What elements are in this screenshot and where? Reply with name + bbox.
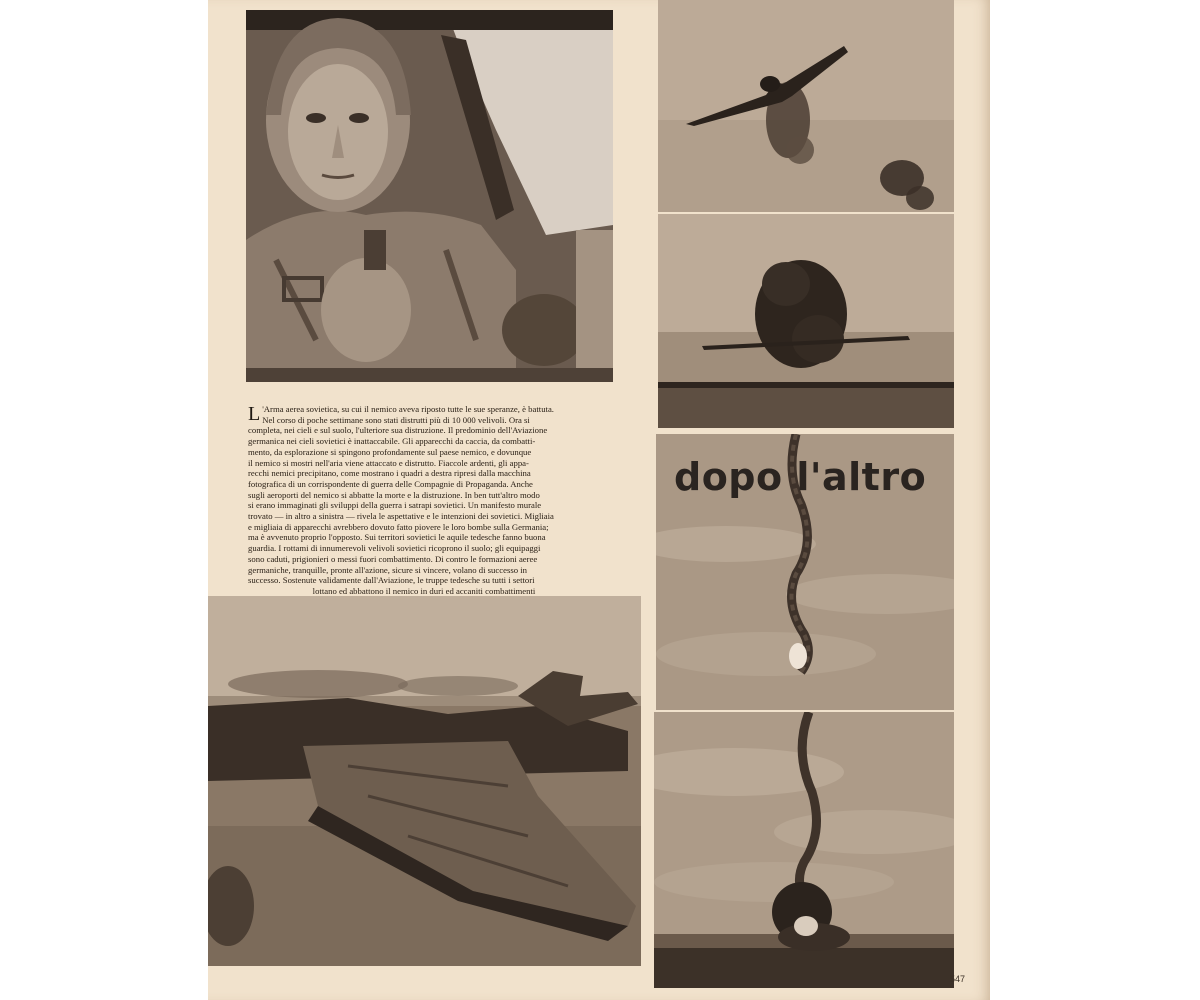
article-line: sugli aeroporti del nemico si abbatte la morte e la distruzione. In ben tutt'altro modo <box>248 489 540 500</box>
aircraft-wreckage-illustration <box>208 596 641 966</box>
article-line: completa, nei cieli e sul suolo, l'ulteriore sua distruzione. Il predominio dell'Aviazione <box>248 425 548 436</box>
article-line: il nemico si mostri nell'aria viene attaccato e distrutto. Fiaccole ardenti, gli appa- <box>248 457 529 468</box>
article-line: recchi nemici precipitano, come mostrano i quadri a destra ripresi dalla macchina <box>248 468 531 479</box>
plane-crash-smoke-photo <box>654 712 954 988</box>
plane-exploding-photo <box>658 214 954 428</box>
plane-exploding-illustration <box>658 214 954 428</box>
plane-diving-photo <box>658 0 954 212</box>
article-line: germaniche, tranquille, pronte all'azione, sicure si vincere, volano di successo in <box>248 564 527 575</box>
article-line: trovato — in altro a sinistra — rivela le aspettative e le intenzioni dei sovietici. Migliaia <box>248 511 554 522</box>
magazine-page <box>208 0 990 1000</box>
article-dropcap: L <box>248 403 261 425</box>
article-line: mento, da esplorazione si spingono profondamente sul paese nemico, e dovunque <box>248 446 532 457</box>
article-text <box>248 404 600 597</box>
article-line: lottano ed abbattono il nemico in duri ed accaniti combattimenti <box>312 585 536 596</box>
article-line: sono caduti, prigionieri o messi fuori combattimento. Di contro le formazioni aeree <box>248 553 538 564</box>
article-line: germanica nei cieli sovietici è inattaccabile. Gli apparecchi da caccia, da combatti- <box>248 436 536 447</box>
article-line: ma è avvenuto proprio l'opposto. Sui territori sovietici le aquile tedesche fanno buona <box>248 532 546 543</box>
pilot-cockpit-illustration <box>246 10 613 382</box>
plane-crash-smoke-illustration <box>654 712 954 988</box>
page-number: 547 <box>950 974 966 984</box>
article-line: e migliaia di apparecchi avrebbero dovuto fatto piovere le loro bombe sulla Germania; <box>248 521 549 532</box>
article-line: 'Arma aerea sovietica, su cui il nemico aveva riposto tutte le sue speranze, è battuta. <box>262 404 554 414</box>
aircraft-wreckage-photo <box>208 596 641 966</box>
article-line: Nel corso di poche settimane sono stati distrutti più di 10 000 velivoli. Ora si <box>262 414 530 425</box>
headline-dopo-l-altro: dopo l'altro <box>674 455 927 499</box>
article-line: si erano immaginati gli sviluppi della guerra i satrapi sovietici. Un manifesto murale <box>248 500 542 511</box>
article-line: fotografica di un corrispondente di guerra delle Compagnie di Propaganda. Anche <box>248 478 533 489</box>
article-line: guardia. I rottami di innumerevoli velivoli sovietici ricoprono il suolo; gli equipaggi <box>248 543 541 554</box>
article-line: successo. Sostenute validamente dall'Aviazione, le truppe tedesche su tutti i settori <box>248 575 535 586</box>
plane-diving-illustration <box>658 0 954 212</box>
pilot-cockpit-photo <box>246 10 613 382</box>
